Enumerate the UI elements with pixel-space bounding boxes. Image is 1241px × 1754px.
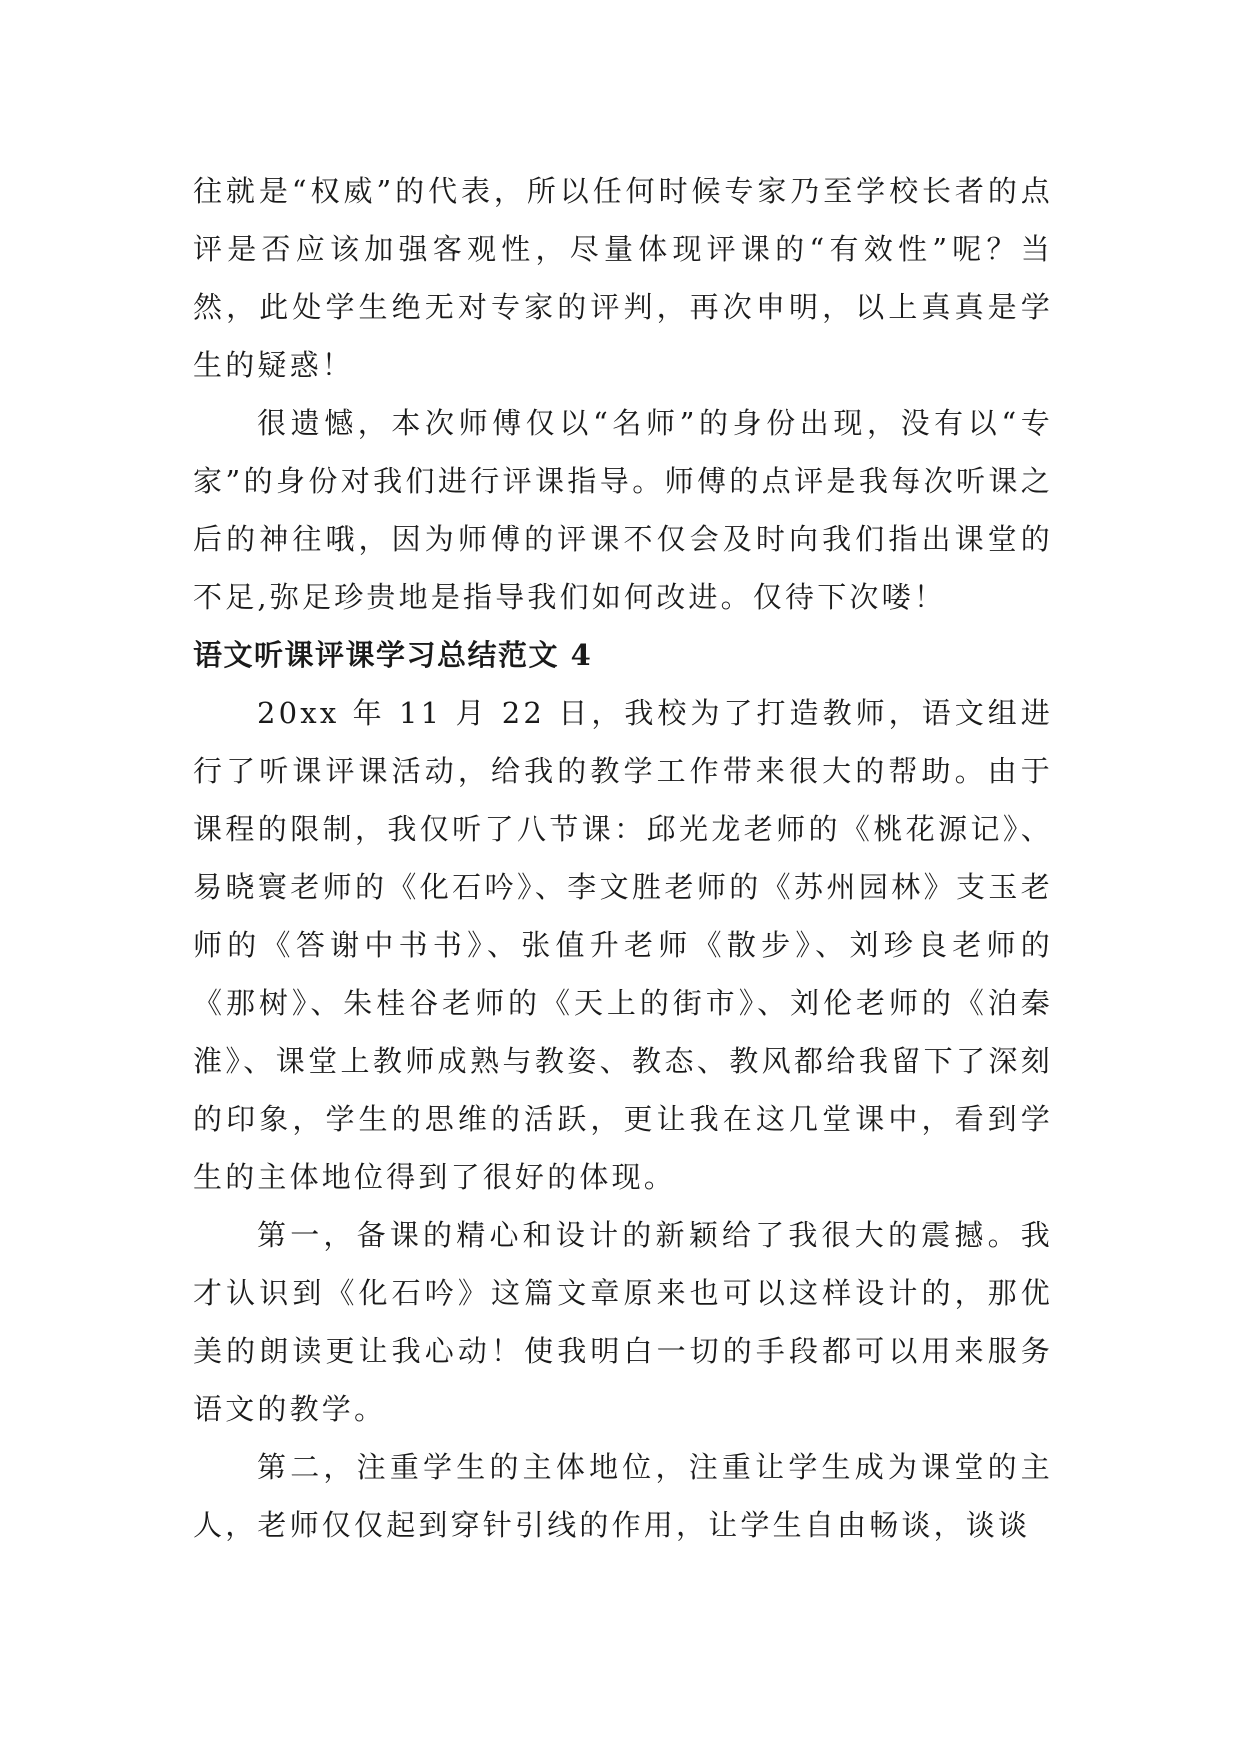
paragraph-1: 往就是“权威”的代表，所以任何时候专家乃至学校长者的点评是否应该加强客观性，尽量体现评课的“有效性”呢？当然，此处学生绝无对专家的评判，再次申明，以上真真是学生的疑惑！ [193,174,1053,382]
section-heading: 语文听课评课学习总结范文 4 [193,638,593,672]
document-page [193,162,1053,1554]
paragraph-3: 20xx 年 11 月 22 日，我校为了打造教师，语文组进行了听课评课活动，给我的教学工作带来很大的帮助。由于课程的限制，我仅听了八节课：邱光龙老师的《桃花源记》、易晓寰老师的《化石吟》、李文胜老师的《苏州园林》支玉老师的《答谢中书书》、张值升老师《散步》、刘珍良老师的《那树》、朱桂谷老师的《天上的街市》、刘伦老师的《泊秦淮》、课堂上教师成熟与教姿、教态、教风都给我留下了深刻的印象，学生的思维的活跃，更让我在这几堂课中，看到学生的主体地位得到了很好的体现。 [193,696,1053,1194]
paragraph-5: 第二，注重学生的主体地位，注重让学生成为课堂的主人，老师仅仅起到穿针引线的作用，让学生自由畅谈，谈谈 [193,1450,1053,1542]
paragraph-2: 很遗憾，本次师傅仅以“名师”的身份出现，没有以“专家”的身份对我们进行评课指导。师傅的点评是我每次听课之后的神往哦，因为师傅的评课不仅会及时向我们指出课堂的不足,弥足珍贵地是指导我们如何改进。仅待下次喽！ [193,406,1053,614]
paragraph-4: 第一，备课的精心和设计的新颖给了我很大的震撼。我才认识到《化石吟》这篇文章原来也可以这样设计的，那优美的朗读更让我心动！使我明白一切的手段都可以用来服务语文的教学。 [193,1218,1053,1426]
